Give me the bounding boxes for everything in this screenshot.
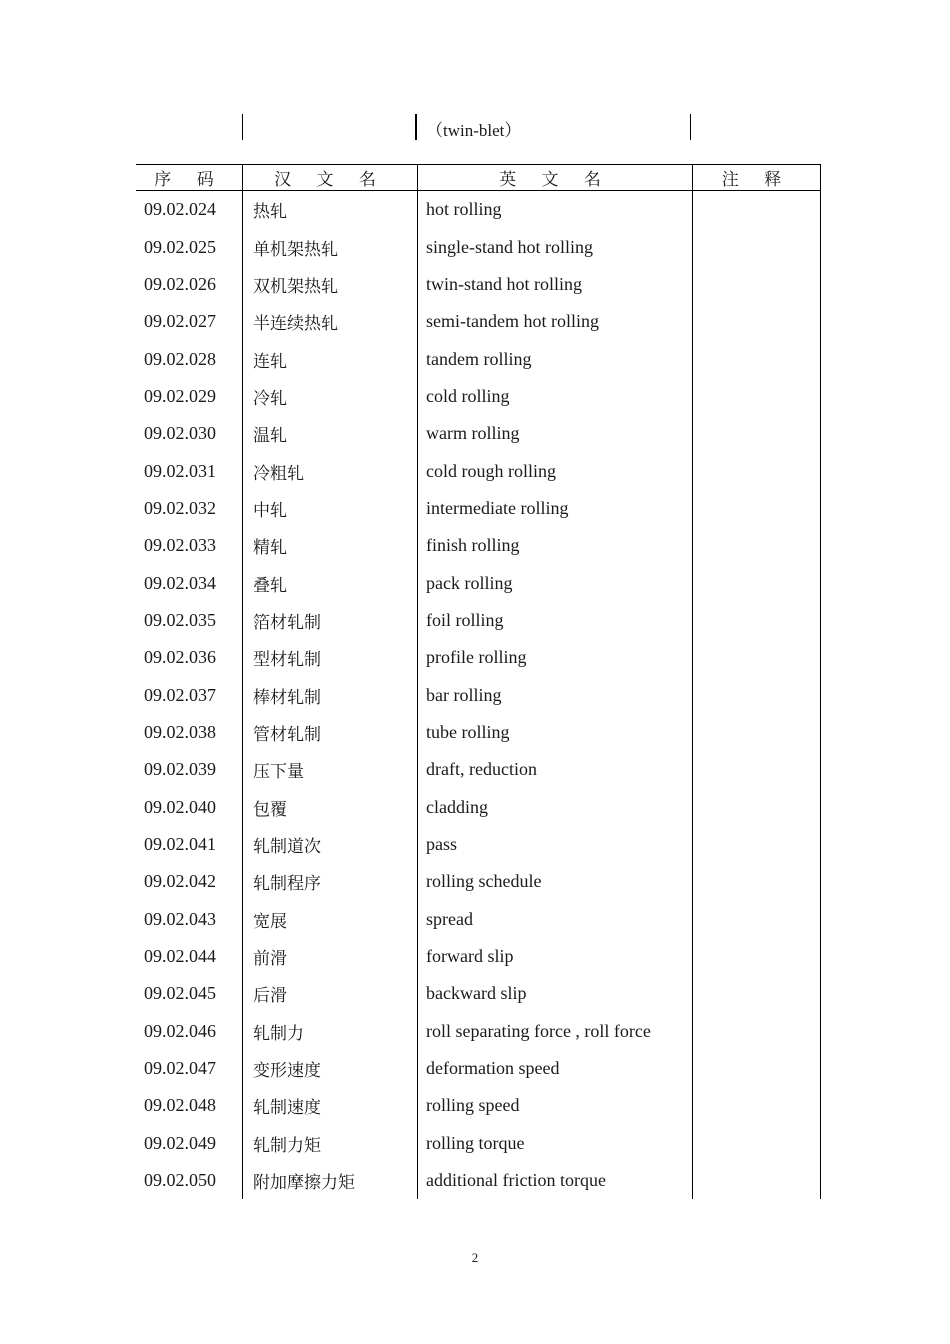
- term-note: [693, 1162, 821, 1199]
- term-code: 09.02.047: [144, 1058, 216, 1079]
- table-row: [136, 676, 821, 713]
- term-chinese: 轧制道次: [243, 826, 418, 863]
- term-code: 09.02.038: [144, 721, 216, 742]
- term-chinese: 精轧: [243, 527, 418, 564]
- term-note: [693, 901, 821, 938]
- term-note: [693, 191, 821, 229]
- terms-table-container: [136, 164, 817, 1199]
- table-row: [136, 826, 821, 863]
- column-divider: [242, 114, 243, 140]
- term-english: backward slip: [418, 975, 693, 1012]
- table-row: [136, 1013, 821, 1050]
- terms-table: [136, 164, 821, 1199]
- header-code: 序 码: [136, 165, 243, 191]
- term-note: [693, 863, 821, 900]
- term-code: 09.02.024: [144, 199, 216, 220]
- header-english: 英 文 名: [418, 165, 693, 191]
- term-chinese: 冷轧: [243, 378, 418, 415]
- term-english: cold rolling: [418, 378, 693, 415]
- term-chinese: 型材轧制: [243, 639, 418, 676]
- term-note: [693, 452, 821, 489]
- term-code: 09.02.035: [144, 609, 216, 630]
- page-number: 2: [471, 1250, 479, 1265]
- term-code: 09.02.050: [144, 1170, 216, 1191]
- term-english: rolling torque: [418, 1125, 693, 1162]
- term-english: rolling speed: [418, 1087, 693, 1124]
- table-row: [136, 714, 821, 751]
- term-english: pass: [418, 826, 693, 863]
- term-note: [693, 938, 821, 975]
- term-chinese: 轧制力矩: [243, 1125, 418, 1162]
- table-row: [136, 789, 821, 826]
- term-chinese: 宽展: [243, 901, 418, 938]
- carry-over-row: [0, 114, 950, 142]
- term-note: [693, 975, 821, 1012]
- term-code: 09.02.026: [144, 273, 216, 294]
- table-row: [136, 340, 821, 377]
- column-divider: [690, 114, 691, 140]
- table-row: [136, 378, 821, 415]
- term-english: additional friction torque: [418, 1162, 693, 1199]
- term-chinese: 附加摩擦力矩: [243, 1162, 418, 1199]
- table-row: [136, 564, 821, 601]
- term-code: 09.02.028: [144, 348, 216, 369]
- term-english: roll separating force , roll force: [418, 1013, 693, 1050]
- term-chinese: 轧制程序: [243, 863, 418, 900]
- term-chinese: 后滑: [243, 975, 418, 1012]
- term-english: profile rolling: [418, 639, 693, 676]
- table-row: [136, 751, 821, 788]
- term-note: [693, 639, 821, 676]
- term-english: pack rolling: [418, 564, 693, 601]
- term-note: [693, 228, 821, 265]
- term-chinese: 单机架热轧: [243, 228, 418, 265]
- term-english: cladding: [418, 789, 693, 826]
- term-chinese: 半连续热轧: [243, 303, 418, 340]
- term-note: [693, 266, 821, 303]
- term-code: 09.02.036: [144, 647, 216, 668]
- term-note: [693, 1013, 821, 1050]
- term-chinese: 轧制力: [243, 1013, 418, 1050]
- table-row: [136, 602, 821, 639]
- term-chinese: 压下量: [243, 751, 418, 788]
- term-code: 09.02.032: [144, 497, 216, 518]
- term-note: [693, 490, 821, 527]
- term-code: 09.02.041: [144, 834, 216, 855]
- term-note: [693, 1087, 821, 1124]
- table-row: [136, 191, 821, 229]
- term-english: spread: [418, 901, 693, 938]
- table-body: [136, 191, 821, 1200]
- term-chinese: 冷粗轧: [243, 452, 418, 489]
- table-row: [136, 415, 821, 452]
- table-row: [136, 1162, 821, 1199]
- term-note: [693, 527, 821, 564]
- term-code: 09.02.039: [144, 759, 216, 780]
- term-code: 09.02.029: [144, 385, 216, 406]
- term-note: [693, 676, 821, 713]
- term-english: draft, reduction: [418, 751, 693, 788]
- term-english: warm rolling: [418, 415, 693, 452]
- term-code: 09.02.037: [144, 684, 216, 705]
- table-row: [136, 938, 821, 975]
- term-chinese: 变形速度: [243, 1050, 418, 1087]
- term-chinese: 箔材轧制: [243, 602, 418, 639]
- term-chinese: 中轧: [243, 490, 418, 527]
- term-english: bar rolling: [418, 676, 693, 713]
- table-row: [136, 490, 821, 527]
- term-note: [693, 303, 821, 340]
- term-chinese: 热轧: [243, 191, 418, 229]
- header-chinese: 汉 文 名: [243, 165, 418, 191]
- term-chinese: 连轧: [243, 340, 418, 377]
- term-english: hot rolling: [418, 191, 693, 229]
- table-row: [136, 1087, 821, 1124]
- term-note: [693, 340, 821, 377]
- term-chinese: 轧制速度: [243, 1087, 418, 1124]
- term-note: [693, 1050, 821, 1087]
- term-note: [693, 602, 821, 639]
- term-english: forward slip: [418, 938, 693, 975]
- term-chinese: 双机架热轧: [243, 266, 418, 303]
- table-row: [136, 303, 821, 340]
- term-english: foil rolling: [418, 602, 693, 639]
- table-row: [136, 863, 821, 900]
- term-code: 09.02.045: [144, 983, 216, 1004]
- table-row: [136, 639, 821, 676]
- term-code: 09.02.025: [144, 236, 216, 257]
- term-note: [693, 789, 821, 826]
- term-english: tandem rolling: [418, 340, 693, 377]
- column-divider: [415, 114, 417, 140]
- term-chinese: 前滑: [243, 938, 418, 975]
- term-english: semi-tandem hot rolling: [418, 303, 693, 340]
- term-code: 09.02.046: [144, 1020, 216, 1041]
- term-note: [693, 415, 821, 452]
- term-english: deformation speed: [418, 1050, 693, 1087]
- term-code: 09.02.043: [144, 908, 216, 929]
- term-code: 09.02.027: [144, 311, 216, 332]
- table-row: [136, 527, 821, 564]
- term-code: 09.02.040: [144, 796, 216, 817]
- term-english: tube rolling: [418, 714, 693, 751]
- term-english: cold rough rolling: [418, 452, 693, 489]
- term-english: single-stand hot rolling: [418, 228, 693, 265]
- term-code: 09.02.033: [144, 535, 216, 556]
- table-header-row: [136, 165, 821, 191]
- table-row: [136, 452, 821, 489]
- term-code: 09.02.031: [144, 460, 216, 481]
- table-row: [136, 975, 821, 1012]
- table-row: [136, 901, 821, 938]
- term-note: [693, 751, 821, 788]
- term-code: 09.02.030: [144, 423, 216, 444]
- term-code: 09.02.049: [144, 1132, 216, 1153]
- term-note: [693, 826, 821, 863]
- term-note: [693, 564, 821, 601]
- term-english: twin-stand hot rolling: [418, 266, 693, 303]
- header-note: 注 释: [693, 165, 821, 191]
- table-row: [136, 228, 821, 265]
- term-chinese: 叠轧: [243, 564, 418, 601]
- table-row: [136, 1050, 821, 1087]
- term-note: [693, 714, 821, 751]
- table-row: [136, 1125, 821, 1162]
- term-code: 09.02.048: [144, 1095, 216, 1116]
- term-chinese: 包覆: [243, 789, 418, 826]
- carry-over-english: （twin-blet）: [426, 121, 522, 140]
- term-english: finish rolling: [418, 527, 693, 564]
- term-code: 09.02.042: [144, 871, 216, 892]
- term-chinese: 管材轧制: [243, 714, 418, 751]
- term-note: [693, 378, 821, 415]
- term-note: [693, 1125, 821, 1162]
- term-chinese: 温轧: [243, 415, 418, 452]
- term-code: 09.02.044: [144, 946, 216, 967]
- term-code: 09.02.034: [144, 572, 216, 593]
- term-chinese: 棒材轧制: [243, 676, 418, 713]
- term-english: intermediate rolling: [418, 490, 693, 527]
- term-english: rolling schedule: [418, 863, 693, 900]
- table-row: [136, 266, 821, 303]
